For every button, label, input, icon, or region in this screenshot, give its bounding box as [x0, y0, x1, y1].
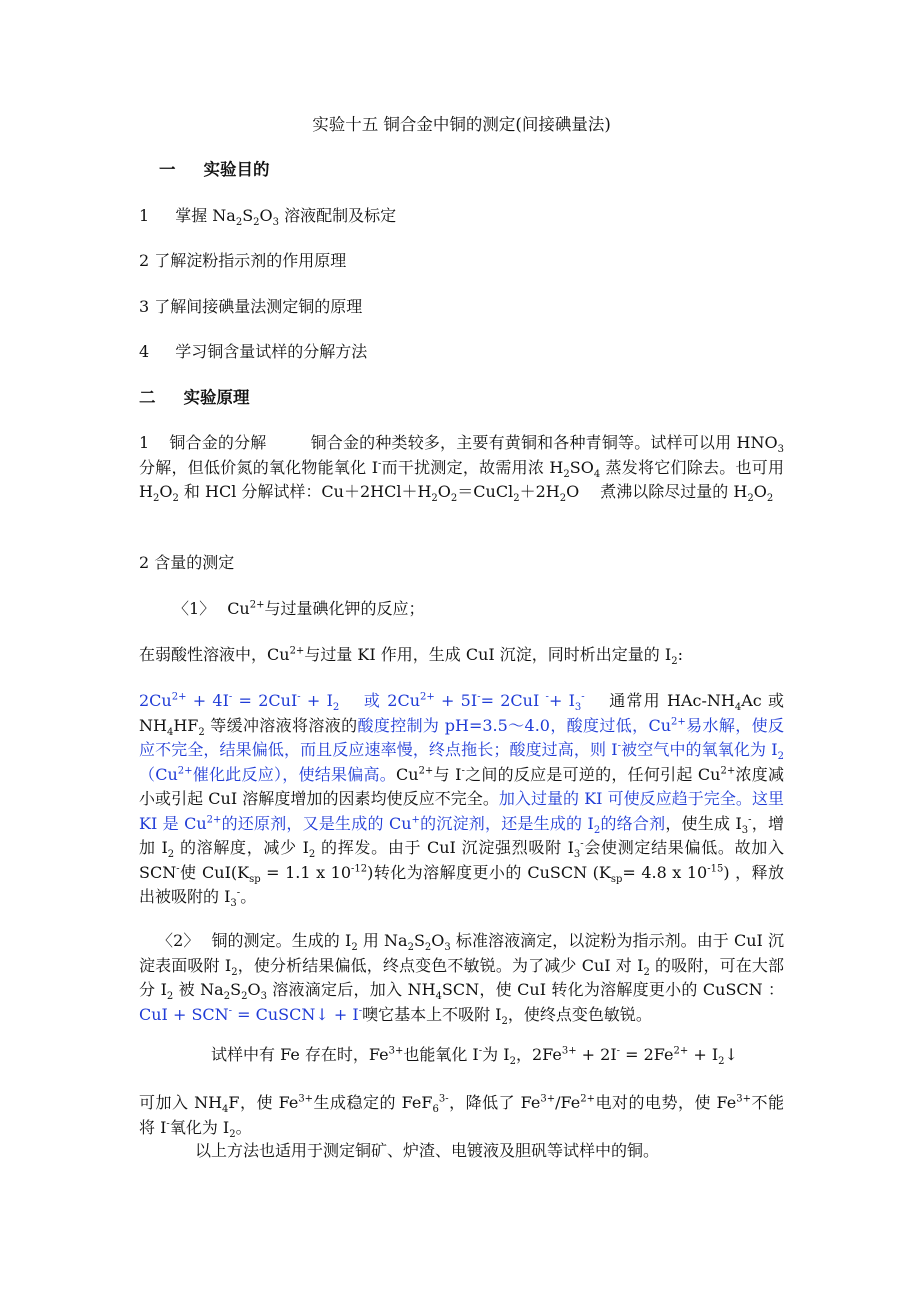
- list-item: 4 学习铜含量试样的分解方法: [139, 342, 368, 361]
- paragraph-applicability: 以上方法也适用于测定铜矿、炉渣、电镀液及胆矾等试样中的铜。: [195, 1141, 660, 1160]
- section-title: 实验原理: [183, 388, 250, 407]
- paragraph-nh4f: 可加入 $NH_4F$，使 $Fe^{3+}$生成稳定的 FeF$_6^{3-}$，降低了 $Fe^{3+}/Fe^{2+}$电对的电势，使 $Fe^{3+}$不能将 I-氧化为 $I_2$。: [139, 1093, 784, 1140]
- section-number: 二: [139, 388, 156, 407]
- section-heading-purpose: [159, 158, 804, 182]
- section-heading-principle: [139, 386, 784, 410]
- subsection-heading: 2 含量的测定: [139, 553, 235, 572]
- list-item: 1 掌握 $Na_2S_2O_3$ 溶液配制及标定: [139, 206, 397, 229]
- paragraph-copper-titration: 〈2〉 铜的测定。生成的 $I_2$ 用 $Na_2S_2O_3$ 标准溶液滴定，以淀粉为指示剂。由于 CuI 沉淀表面吸附 $I_2$，使分析结果偏低，终点变色不敏锐。为了减少 CuI 对 $I_2$ 的吸附，可在大部分 $I_2$ 被 $Na_2S_2O_3$ 溶液滴定后，加入 $NH_4SCN$，使 CuI 转化为溶解度更小的 CuSCN ：CuI + SCN- = CuSCN↓ + I-噢它基本上不吸附 $I_2$，使终点变色敏锐。: [139, 931, 784, 1027]
- list-item: 2 了解淀粉指示剂的作用原理: [139, 251, 347, 270]
- paragraph-decomposition: 1 铜合金的分解 铜合金的种类较多，主要有黄铜和各种青铜等。试样可以用 $HNO_3$ 分解，但低价氮的氧化物能氧化 I-而干扰测定，故需用浓 $H_2SO_4$ 蒸发将它们除去。也可用 $H_2O_2$ 和 HCl 分解试样：$Cu+2HCl+H_2O_2=CuCl_2+2H_2O$ 煮沸以除尽过量的 $H_2O_2$: [139, 433, 784, 505]
- section-number: 一: [159, 160, 176, 179]
- paragraph-weak-acid: 在弱酸性溶液中，$Cu^{2+}$与过量 KI 作用，生成 CuI 沉淀，同时析出定量的 $I_2$:: [139, 645, 683, 668]
- list-item: 3 了解间接碘量法测定铜的原理: [139, 297, 363, 316]
- paragraph-reaction: $2Cu^{2+} + 4I^- = 2CuI^- + I_2$ 或 $2Cu^{2+} + 5I^-= 2CuI$ $^-+ I_3^-$ 通常用 HAc-$NH_4Ac$ 或 $NH_4HF_2$ 等缓冲溶液将溶液的酸度控制为 pH=3.5～4.0，酸度过低，$Cu^{2+}$易水解，使反应不完全，结果偏低，而且反应速率慢，终点拖长；酸度过高，则 I-被空气中的氧氧化为 $I_2(Cu^{2+}$催化此反应），使结果偏高。$Cu^{2+}$与 I-之间的反应是可逆的，任何引起 $Cu^{2+}$浓度减小或引起 CuI 溶解度增加的因素均使反应不完全。加入过量的 KI 可使反应趋于完全。这里 KI 是 $Cu^{2+}$的还原剂，又是生成的 Cu+的沉淀剂，还是生成的 $I_2$的络合剂，使生成 $I_3^-$，增加 $I_2$ 的溶解度，减少 $I_2$ 的挥发。由于 CuI 沉淀强烈吸附 $I_3^-$会使测定结果偏低。故加入 SCN-使 $CuI(K_{sp} = 1.1$ x $10^{-12}$)转化为溶解度更小的 CuSCN ($K_{sp}= 4.8$ x $10^{-15}$) ，释放出被吸附的 $I_3^-$。: [139, 691, 785, 910]
- paragraph-iron-interference: 试样中有 Fe 存在时，$Fe^{3+}$也能氧化 I-为 $I_2$，$2Fe^{3+} + 2I^- = 2Fe^{2+}$ + $I_2↓$: [211, 1045, 738, 1068]
- page-title: 实验十五 铜合金中铜的测定(间接碘量法): [312, 115, 611, 134]
- section-title: 实验目的: [203, 160, 270, 179]
- subsection-item-1: 〈1〉 $Cu^{2+}$与过量碘化钾的反应；: [173, 599, 425, 618]
